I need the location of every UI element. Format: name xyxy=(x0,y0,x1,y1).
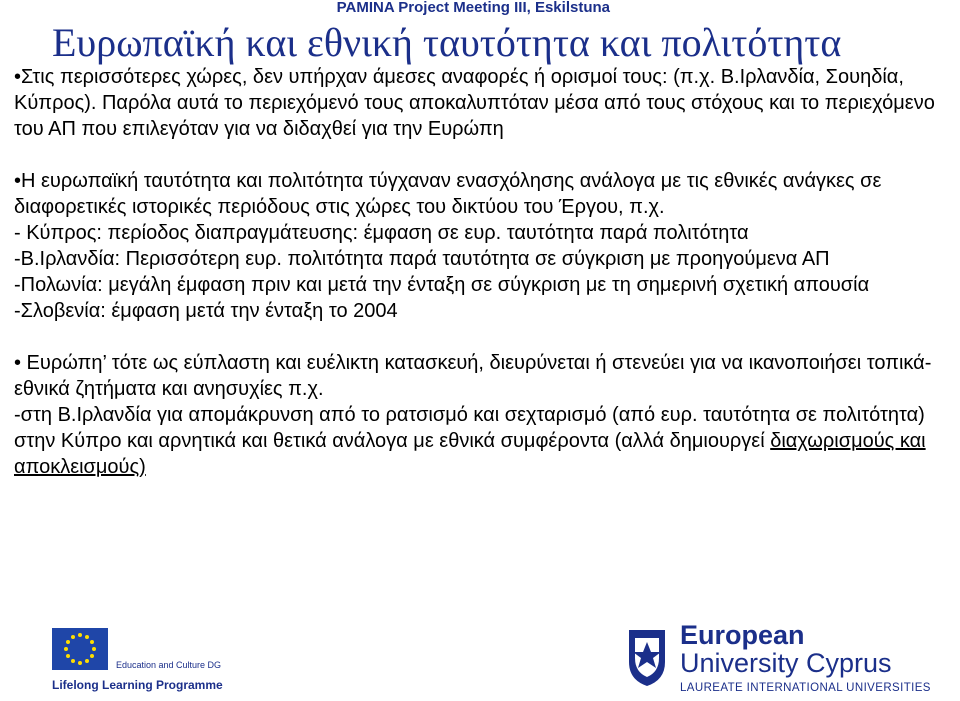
university-tagline: LAUREATE INTERNATIONAL UNIVERSITIES xyxy=(680,682,931,694)
paragraph-1: •Στις περισσότερες χώρες, δεν υπήρχαν άμεσες αναφορές ή ορισμοί τους: (π.χ. Β.Ιρλανδία, Σουηδία, Κύπρος). Παρόλα αυτά το περιεχόμενό τους αποκαλυπτόταν μέσα από τους στόχους και το περιεχόμενο του ΑΠ που επιλεγόταν για να διδαχθεί για την Ευρώπη xyxy=(14,66,935,140)
spacer xyxy=(14,142,944,168)
slide-title: Ευρωπαϊκή και εθνική ταυτότητα και πολιτότητα xyxy=(52,20,842,65)
paragraph-5: -Πολωνία: μεγάλη έμφαση πριν και μετά την ένταξη σε σύγκριση με τη σημερινή σχετική απουσία xyxy=(14,274,870,296)
slide-body xyxy=(14,64,944,480)
paragraph-2: •Η ευρωπαϊκή ταυτότητα και πολιτότητα τύγχαναν ενασχόλησης ανάλογα με τις εθνικές ανάγκες σε διαφορετικές ιστορικές περιόδους στις χώρες του δικτύου του Έργου, π.χ. xyxy=(14,170,882,218)
paragraph-9 xyxy=(14,428,944,480)
llp-label: Lifelong Learning Programme xyxy=(52,678,223,692)
paragraph-8: -στη Β.Ιρλανδία για απομάκρυνση από το ρατσισμό και σεχταρισμό (από ευρ. ταυτότητα σε πολιτότητα) xyxy=(14,404,925,426)
euc-logo-block xyxy=(625,620,955,700)
euc-emblem-icon xyxy=(625,628,669,688)
university-name-line1: European xyxy=(680,620,805,650)
eu-lifelong-learning-logo xyxy=(52,628,242,696)
paragraph-3: - Κύπρος: περίοδος διαπραγμάτευσης: έμφαση σε ευρ. ταυτότητα παρά πολιτότητα xyxy=(14,222,749,244)
spacer xyxy=(14,324,944,350)
university-name-line2: University Cyprus xyxy=(680,648,892,678)
eu-flag-icon xyxy=(52,628,108,670)
paragraph-9-text: στην Κύπρο και αρνητικά και θετικά ανάλογα με εθνικά συμφέροντα (αλλά δημιουργεί xyxy=(14,430,771,452)
paragraph-4: -Β.Ιρλανδία: Περισσότερη ευρ. πολιτότητα παρά ταυτότητα σε σύγκριση με προηγούμενα ΑΠ xyxy=(14,248,830,270)
paragraph-7: • Ευρώπη’ τότε ως εύπλαστη και ευέλικτη κατασκευή, διευρύνεται ή στενεύει για να ικανοποιήσει τοπικά-εθνικά ζητήματα και ανησυχίες π.χ. xyxy=(14,352,932,400)
header-bar xyxy=(0,0,960,20)
paragraph-9-underlined: διαχωρισμούς και αποκλεισμούς) xyxy=(14,430,926,478)
paragraph-6: -Σλοβενία: έμφαση μετά την ένταξη το 2004 xyxy=(14,300,398,322)
eu-dg-label: Education and Culture DG xyxy=(116,660,222,670)
meeting-header: PAMINA Project Meeting III, Eskilstuna xyxy=(336,0,610,16)
